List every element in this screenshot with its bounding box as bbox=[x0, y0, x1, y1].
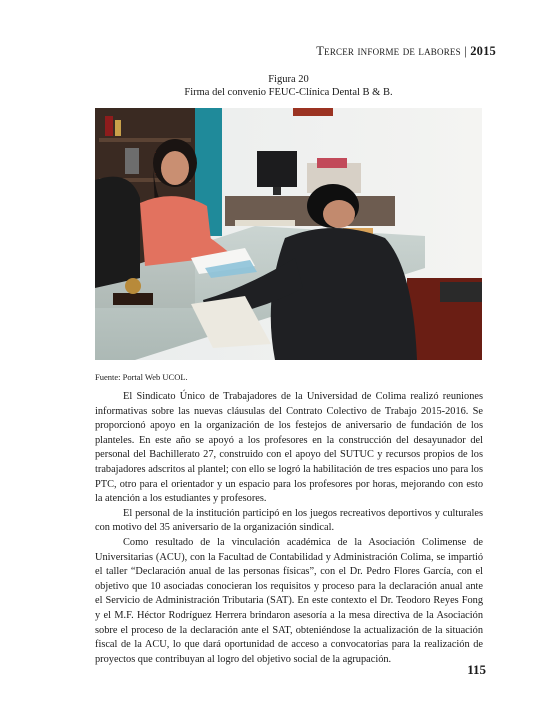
figure-source: Fuente: Portal Web UCOL. bbox=[95, 372, 188, 382]
body-text bbox=[95, 390, 483, 667]
figure-photo bbox=[95, 108, 482, 360]
header-year: 2015 bbox=[470, 44, 496, 58]
page-number: 115 bbox=[467, 662, 486, 677]
figure-number: Figura 20 bbox=[268, 74, 309, 85]
paragraph: Como resultado de la vinculación académica de la Asociación Colimense de Universitarias (ACU), con la Facultad de Contabilidad y Administración Colima, se impartió el taller “Declaración anual de las personas físicas”, con el Dr. Pedro Flores García, con el objetivo que 10 asociadas conocieran los requisitos y proceso para la declaración anual ante el Servicio de Administración Tributaria (SAT). En este contexto el Dr. Teodoro Reyes Fong y el M.F. Héctor Rodríguez Herrera brindaron asesoría a la mesa directiva de la Asociación sobre el proceso de la declaración ante el SAT, obteniéndose la actualización de la situación fiscal de la ACU, lo que dará oportunidad de acceso a convocatorias para la realización de proyectos que contribuyan al logro del objetivo social de la agrupación. bbox=[95, 536, 483, 665]
paragraph: El personal de la institución participó en los juegos recreativos deportivos y culturales con motivo del 35 aniversario de la organización sindical. bbox=[95, 507, 483, 534]
figure-caption bbox=[95, 73, 482, 99]
running-header bbox=[316, 44, 496, 59]
header-title: Tercer informe de labores bbox=[316, 44, 461, 58]
header-separator: | bbox=[464, 44, 467, 58]
figure-title: Firma del convenio FEUC-Clínica Dental B & B. bbox=[184, 87, 393, 98]
paragraph: El Sindicato Único de Trabajadores de la Universidad de Colima realizó reuniones informativas sobre las nuevas cláusulas del Contrato Colectivo de Trabajo 2015-2016. Se proporcionó apoyo en la organización de los festejos de aniversario de fundación de los planteles. En este año se apoyó a los profesores en la construcción del desayunador del personal del Bachillerato 27, construido con el apoyo del SUTUC y recursos propios de los trabajadores adscritos al plantel; con ello se logró la habilitación de tres espacios uno para los PTC, otro para el orientador y un espacio para los profesores por horas, mejorando con esto la atención a los estudiantes y profesores. bbox=[95, 391, 483, 505]
